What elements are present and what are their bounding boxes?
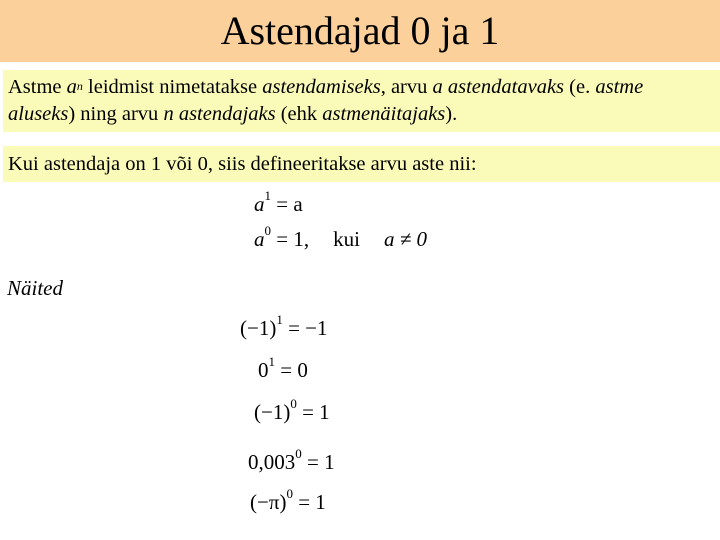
formula-a-pow-0 <box>254 223 427 252</box>
def-text-8: (ehk <box>275 103 323 125</box>
example-2 <box>258 354 308 383</box>
def-text-5: (e. <box>564 76 596 98</box>
def-text-3: , arvu <box>380 76 433 98</box>
example-lhs: (−π) <box>250 490 287 514</box>
example-3 <box>254 396 330 425</box>
formula-a-pow-1 <box>254 188 303 217</box>
example-rhs: = 1 <box>301 450 335 474</box>
formula-base: a <box>254 227 265 251</box>
formula-exp: 1 <box>264 188 271 203</box>
def-term-astendatavaks: astendatavaks <box>447 76 565 98</box>
example-rhs: = −1 <box>282 316 328 340</box>
example-rhs: = 1 <box>296 400 330 424</box>
def-var-n: n <box>163 103 174 125</box>
formula-rhs: = 1, <box>271 227 310 251</box>
def-exp: n <box>76 79 83 93</box>
example-exp: 1 <box>268 354 275 369</box>
example-lhs: 0 <box>258 358 269 382</box>
example-lhs: 0,003 <box>248 450 296 474</box>
example-5 <box>250 486 326 515</box>
definition-text <box>8 76 643 125</box>
title-bar <box>0 0 720 62</box>
example-exp: 0 <box>286 486 293 501</box>
def-base: a <box>66 76 77 98</box>
rule-box <box>3 146 720 182</box>
formula-base: a <box>254 192 265 216</box>
formula-rhs: = a <box>271 192 303 216</box>
definition-box <box>3 70 720 132</box>
example-lhs: (−1) <box>240 316 277 340</box>
formula-condition: a ≠ 0 <box>383 227 427 251</box>
def-var-a: a <box>432 76 443 98</box>
def-text-1: Astme <box>8 76 67 98</box>
example-exp: 0 <box>290 396 297 411</box>
formula-kui: kui <box>333 227 360 251</box>
def-term-astendamiseks: astendamiseks <box>262 76 381 98</box>
def-term-astme-aluseks: astme aluseks <box>8 76 644 125</box>
example-exp: 1 <box>276 312 283 327</box>
formula-exp: 0 <box>264 223 271 238</box>
example-1 <box>240 312 328 341</box>
example-exp: 0 <box>295 446 302 461</box>
def-text-9: ). <box>445 103 458 125</box>
example-rhs: = 1 <box>292 490 326 514</box>
example-rhs: = 0 <box>275 358 308 382</box>
def-term-astendajaks: astendajaks <box>178 103 276 125</box>
def-term-astmenaitajaks: astmenäitajaks <box>322 103 446 125</box>
def-text-6: ) ning arvu <box>68 103 164 125</box>
slide-title: Astendajad 0 ja 1 <box>220 8 500 53</box>
example-lhs: (−1) <box>254 400 291 424</box>
def-text-2: leidmist nimetatakse <box>82 76 263 98</box>
examples-label: Näited <box>7 276 63 300</box>
rule-text: Kui astendaja on 1 või 0, siis defineeritakse arvu aste nii: <box>8 153 477 175</box>
example-4 <box>248 446 335 475</box>
